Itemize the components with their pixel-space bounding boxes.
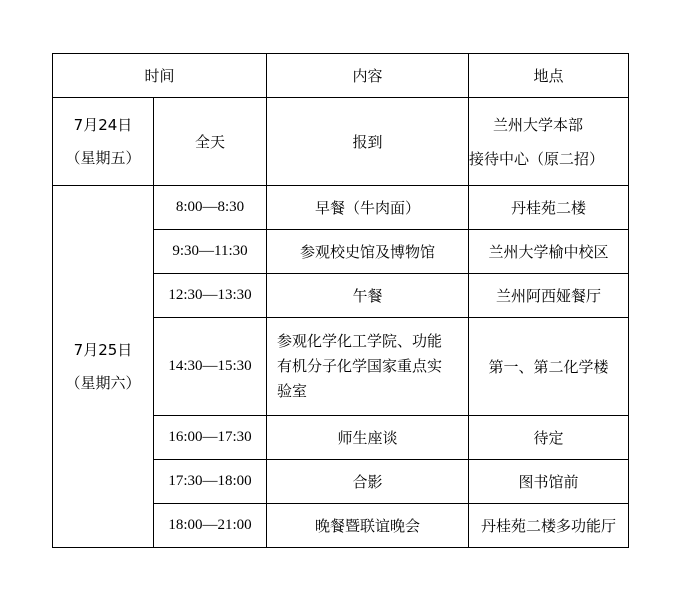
time-cell: 8:00—8:30 (154, 186, 267, 230)
time-cell: 全天 (154, 98, 267, 186)
location-cell: 丹桂苑二楼 (469, 186, 629, 230)
time-cell: 18:00—21:00 (154, 504, 267, 548)
date-cell (53, 98, 154, 186)
date-label: 7月25日 (73, 340, 133, 359)
content-line: 验室 (277, 382, 308, 400)
content-cell: 师生座谈 (267, 416, 469, 460)
location-cell: 丹桂苑二楼多功能厅 (469, 504, 629, 548)
time-cell: 17:30—18:00 (154, 460, 267, 504)
content-cell: 报到 (267, 98, 469, 186)
header-time: 时间 (53, 54, 267, 98)
location-cell: 图书馆前 (469, 460, 629, 504)
time-cell: 14:30—15:30 (154, 318, 267, 416)
location-cell: 兰州阿西娅餐厅 (469, 274, 629, 318)
content-cell: 早餐（牛肉面） (267, 186, 469, 230)
header-content: 内容 (267, 54, 469, 98)
header-row (53, 54, 629, 98)
weekday-label: （星期五） (65, 148, 141, 167)
content-cell (267, 318, 469, 416)
date-label: 7月24日 (73, 115, 133, 134)
location-cell: 待定 (469, 416, 629, 460)
time-cell: 16:00—17:30 (154, 416, 267, 460)
header-location: 地点 (469, 54, 629, 98)
content-cell: 合影 (267, 460, 469, 504)
content-cell: 参观校史馆及博物馆 (267, 230, 469, 274)
time-cell: 9:30—11:30 (154, 230, 267, 274)
content-line: 有机分子化学国家重点实 (277, 357, 443, 375)
time-cell: 12:30—13:30 (154, 274, 267, 318)
table-row (53, 186, 629, 230)
date-cell (53, 186, 154, 548)
weekday-label: （星期六） (65, 373, 141, 392)
location-cell (469, 98, 629, 186)
content-cell: 晚餐暨联谊晚会 (267, 504, 469, 548)
location-line: 接待中心（原二招） (469, 149, 605, 168)
content-line: 参观化学化工学院、功能 (277, 332, 443, 350)
schedule-table (52, 53, 629, 548)
table-row (53, 98, 629, 186)
location-line: 兰州大学本部 (493, 115, 584, 134)
location-cell: 兰州大学榆中校区 (469, 230, 629, 274)
content-cell: 午餐 (267, 274, 469, 318)
location-cell: 第一、第二化学楼 (469, 318, 629, 416)
